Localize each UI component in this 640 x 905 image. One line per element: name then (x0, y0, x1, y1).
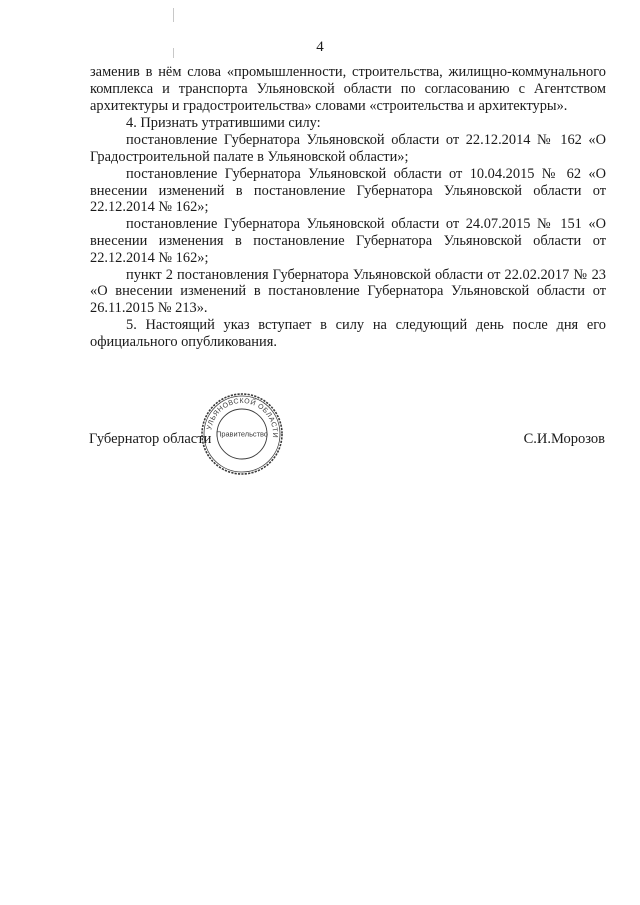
official-seal-stamp (200, 392, 284, 476)
paragraph: 4. Признать утратившими силу: (126, 115, 321, 132)
seal-ring-text: УЛЬЯНОВСКОЙ ОБЛАСТИ (206, 397, 279, 439)
paragraph: постановление Губернатора Ульяновской области от 10.04.2015 № 62 «О внесении изменений в постановление Губернатора Ульяновской области от 22.12.2014 № 162»; (90, 165, 606, 216)
paragraph: пункт 2 постановления Губернатора Ульяновской области от 22.02.2017 № 23 «О внесении изменений в постановление Губернатора Ульяновской области от 26.11.2015 № 213». (90, 266, 606, 317)
paragraph: 5. Настоящий указ вступает в силу на следующий день после дня его официального опубликования. (90, 316, 606, 350)
signature-block (89, 431, 605, 451)
scan-artifact-line (173, 8, 174, 22)
signatory-name: С.И.Морозов (523, 431, 605, 447)
page-number: 4 (316, 39, 324, 55)
paragraph: постановление Губернатора Ульяновской области от 22.12.2014 № 162 «О Градостроительной палате в Ульяновской области»; (90, 132, 606, 165)
paragraph: постановление Губернатора Ульяновской области от 24.07.2015 № 151 «О внесении изменения в постановление Губернатора Ульяновской области от 22.12.2014 № 162»; (90, 216, 606, 266)
seal-graphic (200, 392, 284, 476)
document-body (90, 64, 606, 351)
signatory-title: Губернатор области (89, 431, 212, 447)
seal-center-text: Правительство (216, 429, 268, 439)
paragraph: заменив в нём слова «промышленности, строительства, жилищно-коммунального комплекса и транспорта Ульяновской области по согласованию с Агентством архитектуры и градостроительства» словами «строительства и архитектуры». (90, 64, 606, 114)
